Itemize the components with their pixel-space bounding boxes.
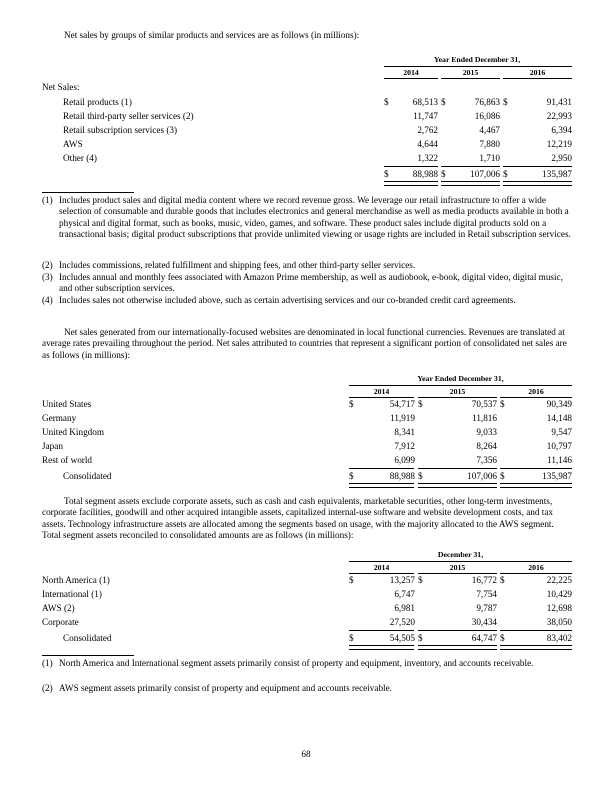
table2-year-rule (418, 397, 497, 398)
currency-symbol: $ (418, 575, 423, 585)
footnote-text: Includes product sales and digital media content where we record revenue gross. We leverage our retail infrastructure to offer a wide selection of consumable and durable goods that includes electronics and general merchandise as well as media products available in both a physical and digital format, such as books, music, video, games, and software. These product sales include digital products sold on a transactional basis; digital product subscriptions that provide unlimited viewing or usage rights are included in Retail subscription services. (59, 195, 571, 239)
cell-value: 10,429 (546, 589, 572, 599)
total-value: 107,006 (470, 169, 500, 179)
total-double-rule (503, 181, 572, 186)
total-double-rule (500, 483, 572, 488)
cell-value: 54,717 (389, 399, 415, 409)
row-label: Rest of world (42, 455, 93, 465)
cell-value: 14,148 (546, 413, 572, 423)
cell-value: 7,880 (479, 139, 500, 149)
cell-value: 11,747 (413, 111, 438, 121)
table-row (0, 589, 612, 603)
total-value: 83,402 (546, 633, 572, 643)
table-row (0, 399, 612, 413)
currency-symbol: $ (500, 471, 505, 481)
table1-year-2015: 2015 (462, 68, 479, 77)
cell-value: 7,356 (476, 455, 497, 465)
footnote-number: (4) (42, 295, 53, 305)
table2-year-rule (500, 397, 572, 398)
cell-value: 16,772 (471, 575, 497, 585)
total-double-rule (349, 645, 414, 650)
table3-period-header: December 31, (437, 550, 484, 559)
cell-value: 2,950 (551, 153, 572, 163)
cell-value: 91,431 (546, 97, 572, 107)
cell-value: 6,394 (551, 125, 572, 135)
subtotal-rule (500, 630, 572, 631)
row-label: Consolidated (63, 633, 112, 643)
table1-year-2014: 2014 (403, 68, 419, 77)
row-label: International (1) (42, 589, 102, 599)
cell-value: 4,467 (479, 125, 500, 135)
subtotal-rule (500, 468, 572, 469)
row-label: Retail third-party seller services (2) (63, 111, 194, 121)
row-label: Consolidated (63, 471, 112, 481)
table2-year-2015: 2015 (449, 387, 466, 396)
table3-year-rule (349, 573, 414, 574)
cell-value: 2,762 (417, 125, 438, 135)
table-row (0, 441, 612, 455)
currency-symbol: $ (349, 633, 354, 643)
currency-symbol: $ (503, 97, 508, 107)
row-label: United Kingdom (42, 427, 105, 437)
cell-value: 68,513 (412, 97, 438, 107)
row-label: Corporate (42, 617, 79, 627)
cell-value: 4,644 (417, 139, 438, 149)
row-label: Germany (42, 413, 77, 423)
table-row (0, 97, 612, 111)
table3-year-rule (418, 573, 497, 574)
footnote-item (42, 658, 572, 669)
total-value: 135,987 (542, 169, 572, 179)
footnote-number: (3) (42, 272, 53, 282)
intro-text-2: Net sales generated from our internationally-focused websites are denominated in local functional currencies. Revenues are translated at average rates prevailing throughout the period. Net sales attributed to countries that represent a significant portion of consolidated net sales are as follows (in millions): (42, 327, 567, 360)
footnote-item (42, 295, 572, 306)
total-value: 135,987 (542, 471, 572, 481)
cell-value: 1,322 (417, 153, 438, 163)
footnote-item (42, 195, 572, 240)
cell-value: 27,520 (389, 617, 415, 627)
footnote-separator (42, 192, 134, 193)
total-value: 88,988 (389, 471, 415, 481)
total-double-rule (384, 181, 438, 186)
footnote-text: AWS segment assets primarily consist of property and equipment and accounts receivable. (59, 683, 392, 693)
footnote-item (42, 683, 572, 694)
currency-symbol: $ (418, 399, 423, 409)
table1-year-rule (384, 78, 438, 79)
total-value: 54,505 (389, 633, 415, 643)
table-row (0, 575, 612, 589)
table-row (0, 139, 612, 153)
currency-symbol: $ (441, 169, 446, 179)
currency-symbol: $ (500, 633, 505, 643)
table1-header-rule (384, 66, 572, 67)
cell-value: 9,033 (476, 427, 497, 437)
cell-value: 70,537 (471, 399, 497, 409)
footnote-text: Includes commissions, related fulfillment and shipping fees, and other third-party seller services. (59, 260, 416, 270)
table3-year-2015: 2015 (449, 563, 466, 572)
currency-symbol: $ (349, 575, 354, 585)
page-number: 68 (301, 749, 311, 759)
currency-symbol: $ (349, 399, 354, 409)
total-double-rule (418, 645, 497, 650)
table-row (0, 413, 612, 427)
table-row (0, 603, 612, 617)
footnote-separator (42, 655, 134, 656)
cell-value: 9,787 (476, 603, 497, 613)
currency-symbol: $ (500, 399, 505, 409)
cell-value: 30,434 (471, 617, 497, 627)
subtotal-rule (441, 166, 500, 167)
row-label: Retail subscription services (3) (63, 125, 178, 135)
intro-text-3: Total segment assets exclude corporate assets, such as cash and cash equivalents, marketable securities, other long-term investments, corporate facilities, goodwill and other acquired intangible assets, capitalized internal-use software and website development costs, and tax assets. Technology infrastructure assets are allocated among the segments based on usage, with the majority allocated to the AWS segment. Total segment assets reconciled to consolidated amounts are as follows (in millions): (42, 496, 554, 540)
subtotal-rule (384, 166, 438, 167)
currency-symbol: $ (503, 169, 508, 179)
table3-year-2014: 2014 (373, 563, 390, 572)
footnote-item (42, 272, 572, 295)
table-row (0, 153, 612, 167)
cell-value: 13,257 (389, 575, 415, 585)
footnote-item (42, 260, 572, 271)
intro-text-1: Net sales by groups of similar products and services are as follows (in millions): (64, 30, 360, 40)
subtotal-rule (349, 630, 414, 631)
cell-value: 7,754 (476, 589, 497, 599)
table1-year-rule (441, 78, 500, 79)
table1-year-rule (503, 78, 572, 79)
row-label: North America (1) (42, 575, 110, 585)
row-label: United States (42, 399, 92, 409)
currency-symbol: $ (349, 471, 354, 481)
footnote-number: (1) (42, 195, 53, 205)
table2-year-2014: 2014 (373, 387, 390, 396)
total-value: 88,988 (412, 169, 438, 179)
cell-value: 12,698 (546, 603, 572, 613)
subtotal-rule (418, 630, 497, 631)
table2-year-2016: 2016 (528, 387, 544, 396)
table-row (0, 617, 612, 631)
table-row (0, 427, 612, 441)
total-double-rule (349, 483, 414, 488)
cell-value: 16,086 (474, 111, 500, 121)
cell-value: 22,225 (546, 575, 572, 585)
cell-value: 76,863 (474, 97, 500, 107)
cell-value: 9,547 (551, 427, 572, 437)
table-row (0, 125, 612, 139)
table2-header-rule (349, 385, 572, 386)
row-label: Retail products (1) (63, 97, 132, 107)
cell-value: 11,146 (547, 455, 572, 465)
currency-symbol: $ (418, 471, 423, 481)
cell-value: 12,219 (546, 139, 572, 149)
subtotal-rule (503, 166, 572, 167)
total-double-rule (441, 181, 500, 186)
total-double-rule (418, 483, 497, 488)
cell-value: 10,797 (546, 441, 572, 451)
cell-value: 6,099 (394, 455, 415, 465)
currency-symbol: $ (441, 97, 446, 107)
table2-period-header: Year Ended December 31, (417, 374, 504, 383)
row-label: Other (4) (63, 153, 97, 163)
cell-value: 22,993 (546, 111, 572, 121)
subtotal-rule (418, 468, 497, 469)
cell-value: 8,264 (476, 441, 497, 451)
footnote-text: North America and International segment assets primarily consist of property and equipment, inventory, and accounts receivable. (59, 658, 534, 668)
footnote-text: Includes annual and monthly fees associated with Amazon Prime membership, as well as audiobook, e-book, digital video, digital music, and other subscription services. (59, 272, 563, 294)
total-double-rule (500, 645, 572, 650)
footnote-number: (2) (42, 260, 53, 270)
currency-symbol: $ (500, 575, 505, 585)
footnote-text: Includes sales not otherwise included above, such as certain advertising services and our co-branded credit card agreements. (59, 295, 516, 305)
table1-year-2016: 2016 (529, 68, 546, 77)
currency-symbol: $ (418, 633, 423, 643)
currency-symbol: $ (384, 169, 389, 179)
table1-section-label: Net Sales: (42, 82, 80, 92)
table3-year-rule (500, 573, 572, 574)
cell-value: 11,919 (390, 413, 415, 423)
table3-header-rule (349, 561, 572, 562)
row-label: AWS (2) (42, 603, 75, 613)
currency-symbol: $ (384, 97, 389, 107)
row-label: AWS (63, 139, 83, 149)
total-value: 64,747 (471, 633, 497, 643)
cell-value: 7,912 (394, 441, 415, 451)
table3-year-2016: 2016 (528, 563, 544, 572)
subtotal-rule (349, 468, 414, 469)
total-value: 107,006 (467, 471, 497, 481)
table-row (0, 455, 612, 469)
cell-value: 90,349 (546, 399, 572, 409)
row-label: Japan (42, 441, 63, 451)
cell-value: 38,050 (546, 617, 572, 627)
table-row (0, 111, 612, 125)
cell-value: 8,341 (394, 427, 415, 437)
cell-value: 11,816 (472, 413, 497, 423)
footnote-number: (2) (42, 683, 53, 693)
table2-year-rule (349, 397, 414, 398)
footnote-number: (1) (42, 658, 53, 668)
cell-value: 1,710 (479, 153, 500, 163)
cell-value: 6,981 (394, 603, 415, 613)
cell-value: 6,747 (394, 589, 415, 599)
table1-period-header: Year Ended December 31, (433, 55, 521, 64)
